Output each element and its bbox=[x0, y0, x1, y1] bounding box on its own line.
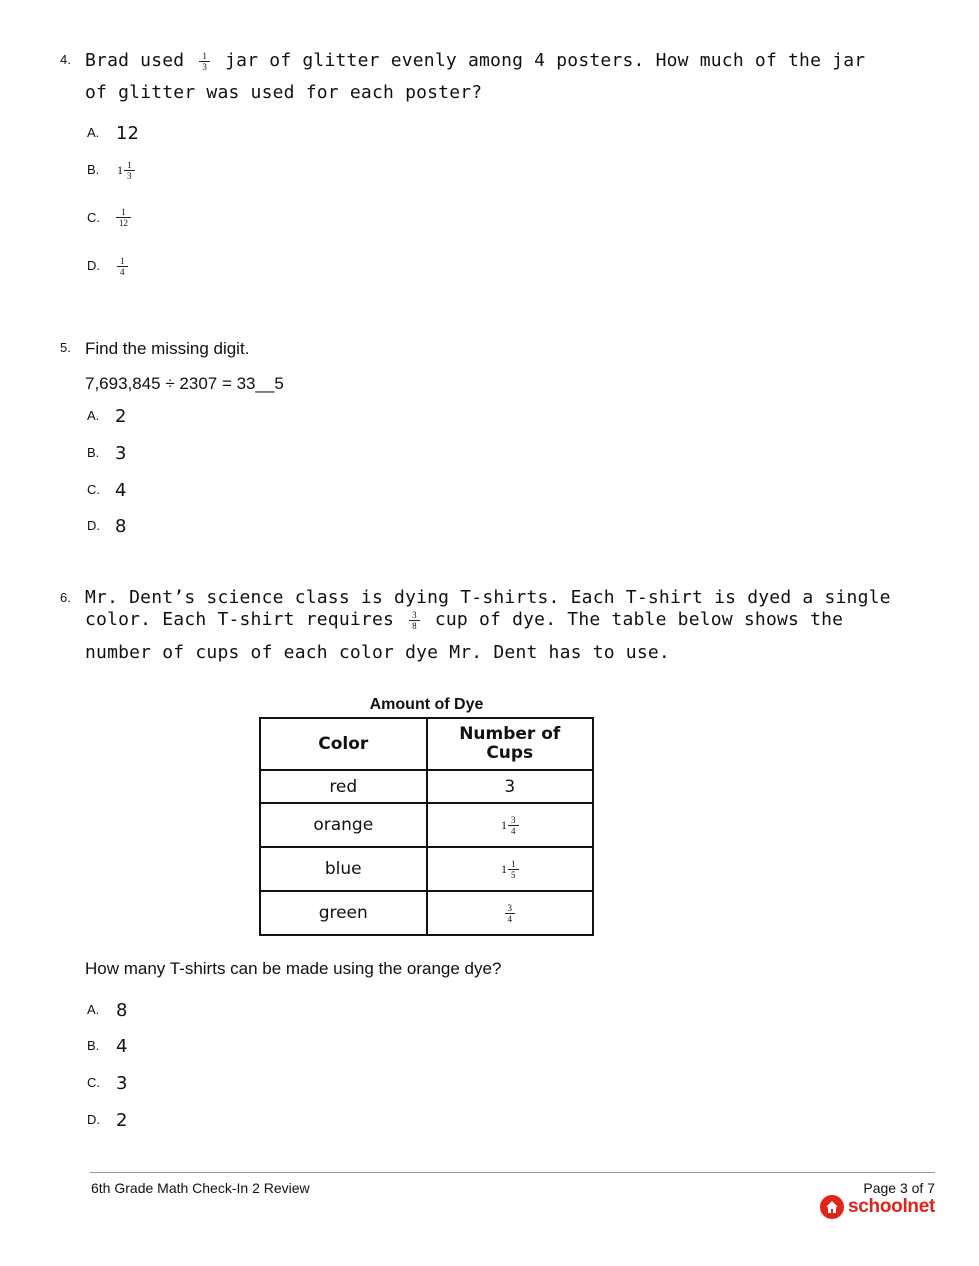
row-color: red bbox=[260, 770, 427, 803]
q6-choice-d-value[interactable]: 2 bbox=[116, 1110, 128, 1131]
q5-choice-a-letter[interactable]: A. bbox=[87, 408, 100, 423]
fraction-denominator: 3 bbox=[199, 61, 210, 72]
fraction-numerator: 1 bbox=[127, 160, 132, 170]
table-header-row bbox=[260, 718, 593, 770]
question-6-line2-before: color. Each T-shirt requires bbox=[85, 609, 395, 630]
schoolnet-logo bbox=[820, 1195, 935, 1219]
mixed-whole: 1 bbox=[501, 818, 507, 832]
footer-title: 6th Grade Math Check-In 2 Review bbox=[91, 1180, 310, 1196]
table-row bbox=[260, 891, 593, 935]
question-6-fraction bbox=[409, 610, 420, 631]
fraction-numerator: 1 bbox=[120, 256, 125, 266]
house-icon bbox=[820, 1195, 844, 1219]
footer-page-number: Page 3 of 7 bbox=[863, 1180, 935, 1196]
fraction-numerator: 3 bbox=[507, 902, 512, 913]
q5-choice-d-letter[interactable]: D. bbox=[87, 518, 100, 533]
fraction-denominator: 12 bbox=[116, 217, 131, 228]
question-5-number: 5. bbox=[60, 340, 71, 355]
fraction-denominator: 8 bbox=[409, 620, 420, 631]
q5-choice-c-letter[interactable]: C. bbox=[87, 482, 100, 497]
dye-table bbox=[259, 717, 594, 936]
question-4-text-before: Brad used bbox=[85, 50, 185, 71]
row-amount bbox=[427, 803, 594, 847]
q6-choice-b-letter[interactable]: B. bbox=[87, 1038, 100, 1053]
question-6-line1: Mr. Dent’s science class is dying T-shirts. Each T-shirt is dyed a single bbox=[85, 587, 891, 608]
question-6-number: 6. bbox=[60, 590, 71, 605]
q6-choice-a-letter[interactable]: A. bbox=[87, 1002, 100, 1017]
fraction-denominator: 3 bbox=[124, 170, 135, 181]
header-cups-label: Number of Cups bbox=[459, 724, 561, 763]
question-6-line2-after: cup of dye. The table below shows the bbox=[434, 609, 844, 630]
question-5-equation: 7,693,845 ÷ 2307 = 33__5 bbox=[85, 374, 284, 393]
question-4-text-line2: of glitter was used for each poster? bbox=[85, 82, 483, 103]
q4-choice-b-letter[interactable]: B. bbox=[87, 162, 100, 177]
row-amount: 3 bbox=[427, 770, 594, 803]
q5-choice-c-value[interactable]: 4 bbox=[115, 480, 127, 501]
fraction-denominator: 4 bbox=[505, 913, 516, 924]
question-6-line2 bbox=[85, 609, 843, 631]
question-6-question: How many T-shirts can be made using the orange dye? bbox=[85, 959, 502, 978]
q5-choice-b-value[interactable]: 3 bbox=[115, 443, 127, 464]
question-5-prompt: Find the missing digit. bbox=[85, 339, 250, 358]
question-4-number: 4. bbox=[60, 52, 71, 67]
table-row bbox=[260, 803, 593, 847]
q4-choice-a-value[interactable]: 12 bbox=[116, 123, 139, 144]
row-amount bbox=[427, 891, 594, 935]
table-caption: Amount of Dye bbox=[369, 696, 484, 713]
q5-choice-b-letter[interactable]: B. bbox=[87, 445, 100, 460]
q6-choice-c-value[interactable]: 3 bbox=[116, 1073, 128, 1094]
q5-choice-a-value[interactable]: 2 bbox=[115, 406, 127, 427]
fraction-numerator: 3 bbox=[511, 815, 516, 825]
fraction-denominator: 4 bbox=[117, 266, 128, 277]
q4-choice-a-letter[interactable]: A. bbox=[87, 125, 100, 140]
q6-choice-c-letter[interactable]: C. bbox=[87, 1075, 100, 1090]
q4-choice-d-value[interactable] bbox=[117, 256, 128, 277]
table-row bbox=[260, 847, 593, 891]
question-4-text-after: jar of glitter evenly among 4 posters. How much of the jar bbox=[225, 50, 866, 71]
question-6-line3: number of cups of each color dye Mr. Dent has to use. bbox=[85, 642, 670, 663]
fraction-numerator: 3 bbox=[412, 609, 417, 620]
fraction-numerator: 1 bbox=[202, 50, 208, 61]
logo-text: schoolnet bbox=[848, 1196, 936, 1217]
q6-choice-a-value[interactable]: 8 bbox=[116, 1000, 128, 1021]
row-amount bbox=[427, 847, 594, 891]
q4-choice-c-letter[interactable]: C. bbox=[87, 210, 100, 225]
row-color: orange bbox=[260, 803, 427, 847]
q4-choice-d-letter[interactable]: D. bbox=[87, 258, 100, 273]
q6-choice-b-value[interactable]: 4 bbox=[116, 1036, 128, 1057]
row-color: blue bbox=[260, 847, 427, 891]
mixed-whole: 1 bbox=[501, 862, 507, 876]
header-cups bbox=[427, 718, 594, 770]
header-color: Color bbox=[260, 718, 427, 770]
q6-choice-d-letter[interactable]: D. bbox=[87, 1112, 100, 1127]
q4-choice-c-value[interactable] bbox=[116, 207, 131, 228]
fraction-denominator: 4 bbox=[508, 825, 519, 836]
mixed-whole: 1 bbox=[117, 163, 123, 177]
fraction-numerator: 1 bbox=[511, 859, 516, 869]
q4-choice-b-value[interactable] bbox=[117, 160, 135, 181]
q5-choice-d-value[interactable]: 8 bbox=[115, 516, 127, 537]
table-row bbox=[260, 770, 593, 803]
question-4-fraction bbox=[199, 51, 210, 72]
question-4-text-line1 bbox=[85, 50, 865, 72]
fraction-denominator: 5 bbox=[508, 869, 519, 880]
row-color: green bbox=[260, 891, 427, 935]
footer-divider bbox=[90, 1172, 935, 1173]
fraction-numerator: 1 bbox=[121, 207, 126, 217]
